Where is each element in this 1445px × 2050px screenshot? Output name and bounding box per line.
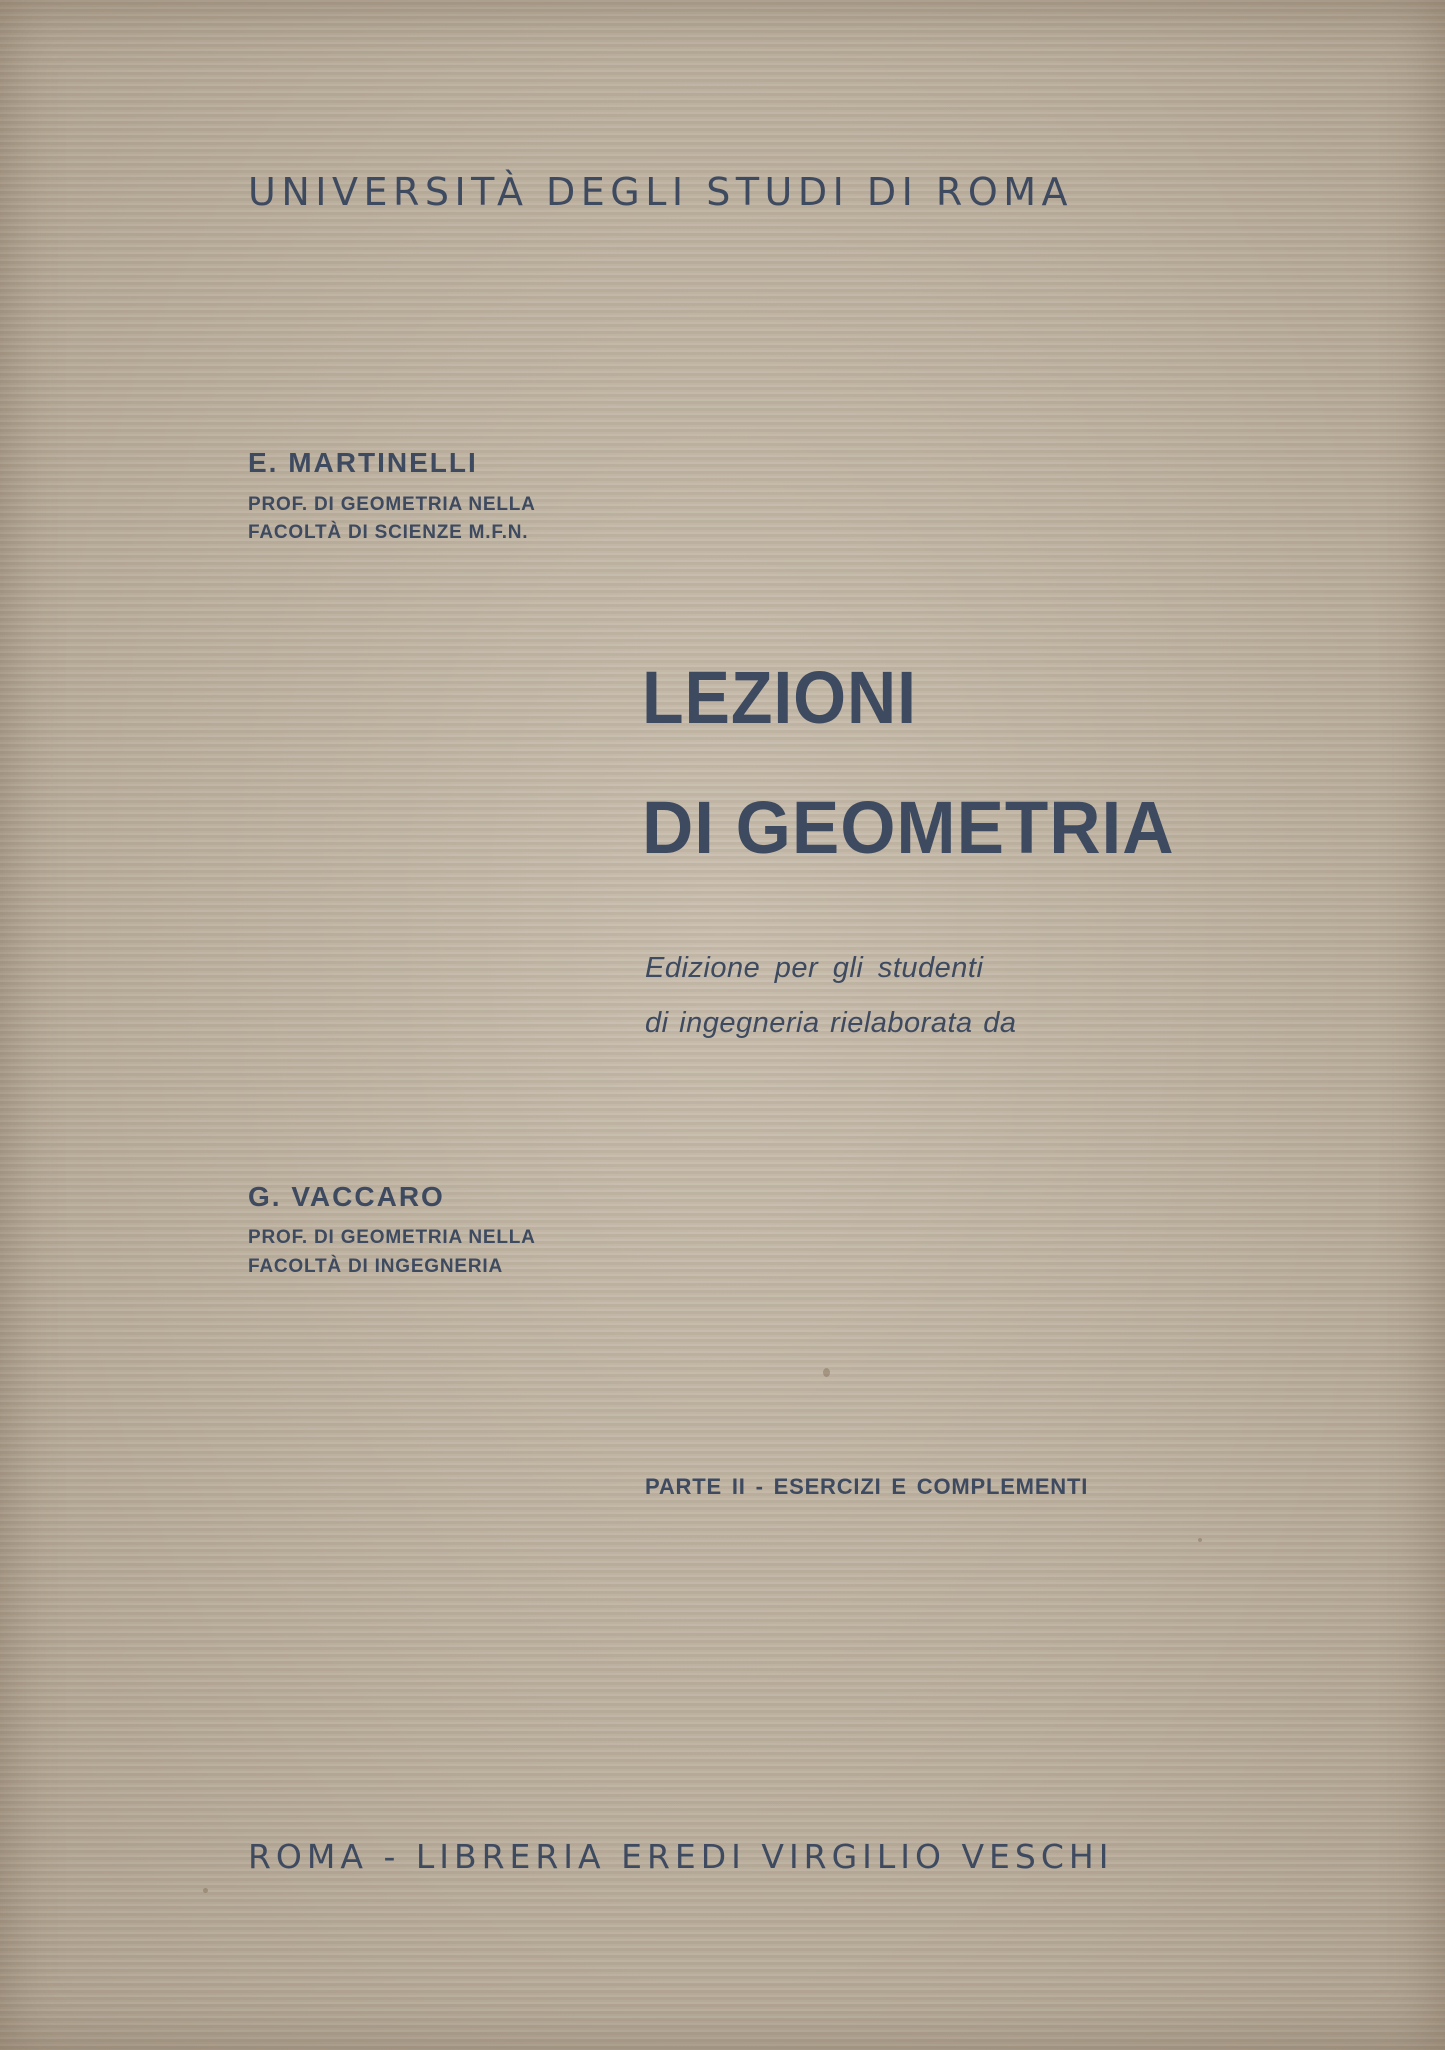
edition-line1: Edizione per gli studenti — [645, 952, 984, 984]
author1-affiliation-line2: FACOLTÀ DI SCIENZE M.F.N. — [248, 522, 529, 543]
publisher-footer: ROMA - LIBRERIA EREDI VIRGILIO VESCHI — [248, 1837, 1114, 1876]
edition-line2: di ingegneria rielaborata da — [645, 1007, 1017, 1039]
author2-affiliation-line1: PROF. DI GEOMETRIA NELLA — [248, 1227, 536, 1248]
title-line2: DI GEOMETRIA — [642, 786, 1175, 869]
author2-affiliation-line2: FACOLTÀ DI INGEGNERIA — [248, 1256, 504, 1277]
part-subtitle: PARTE II - ESERCIZI E COMPLEMENTI — [645, 1474, 1089, 1499]
university-header: UNIVERSITÀ DEGLI STUDI DI ROMA — [248, 170, 1074, 214]
paper-stain — [823, 1368, 830, 1377]
paper-stain — [203, 1888, 208, 1893]
author1-name: E. MARTINELLI — [248, 447, 478, 478]
author1-affiliation-line1: PROF. DI GEOMETRIA NELLA — [248, 494, 536, 515]
paper-stain — [1198, 1538, 1202, 1542]
author2-name: G. VACCARO — [248, 1181, 445, 1212]
title-line1: LEZIONI — [642, 656, 917, 739]
